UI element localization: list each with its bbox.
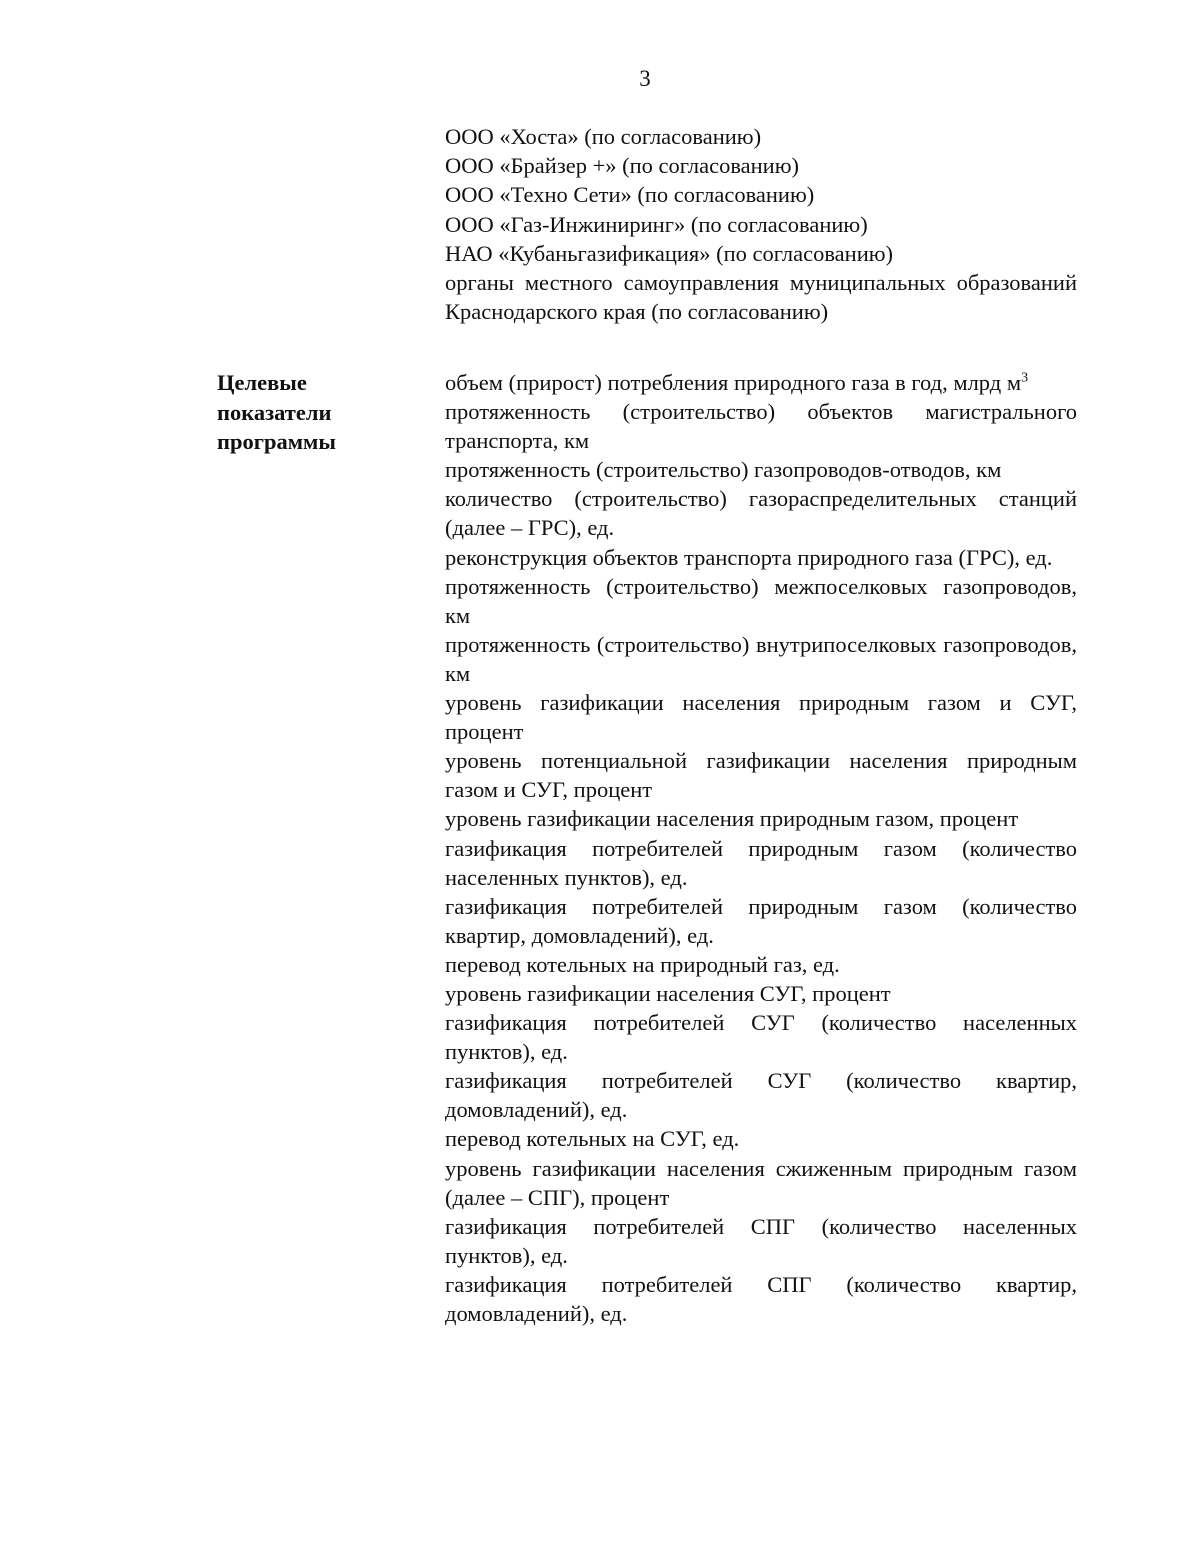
page-number: 3 xyxy=(639,66,651,91)
indicator-item: газификация потребителей природным газом (количество квартир, домовладений), ед. xyxy=(445,893,1077,948)
targets-section-label xyxy=(217,368,417,457)
indicator-item: протяженность (строительство) внутрипоселковых газопроводов, км xyxy=(445,631,1077,686)
label-line: показатели xyxy=(217,399,332,425)
indicator-item: газификация потребителей СУГ (количество населенных пунктов), ед. xyxy=(445,1010,1077,1065)
indicator-item: протяженность (строительство) объектов магистрального транспорта, км xyxy=(445,399,1077,454)
indicator-item: газификация потребителей СПГ (количество квартир, домовладений), ед. xyxy=(445,1271,1077,1326)
indicator-item: реконструкция объектов транспорта природного газа (ГРС), ед. xyxy=(445,544,1053,570)
indicator-item: уровень газификации населения природным газом, процент xyxy=(445,806,1019,832)
indicator-item: перевод котельных на СУГ, ед. xyxy=(445,1126,740,1152)
indicator-item: уровень газификации населения сжиженным природным газом (далее – СПГ), процент xyxy=(445,1155,1077,1210)
label-line: программы xyxy=(217,429,336,454)
indicator-item: протяженность (строительство) газопроводов-отводов, км xyxy=(445,457,1002,483)
indicator-item: газификация потребителей СПГ (количество населенных пунктов), ед. xyxy=(445,1213,1077,1268)
participant-item: ООО «Хоста» (по согласованию) xyxy=(445,124,762,149)
participants-list xyxy=(445,122,1077,326)
participant-item: органы местного самоуправления муниципальных образований Краснодарского края (по согласованию) xyxy=(445,270,1077,325)
indicator-text: объем (прирост) потребления природного газа в год, млрд м xyxy=(445,370,1022,395)
target-indicators-list xyxy=(445,368,1077,1328)
indicator-item: газификация потребителей природным газом (количество населенных пунктов), ед. xyxy=(445,835,1077,890)
indicator-item: уровень потенциальной газификации населения природным газом и СУГ, процент xyxy=(445,748,1077,803)
indicator-item: количество (строительство) газораспределительных станций (далее – ГРС), ед. xyxy=(445,486,1077,541)
participant-item: ООО «Техно Сети» (по согласованию) xyxy=(445,182,815,208)
indicator-item: перевод котельных на природный газ, ед. xyxy=(445,951,840,977)
indicator-item: протяженность (строительство) межпоселковых газопроводов, км xyxy=(445,573,1077,628)
unit-superscript: 3 xyxy=(1021,370,1029,386)
indicator-item: уровень газификации населения СУГ, процент xyxy=(445,980,891,1006)
indicator-item xyxy=(445,368,1077,397)
participant-item: НАО «Кубаньгазификация» (по согласованию) xyxy=(445,240,894,266)
indicator-item: уровень газификации населения природным газом и СУГ, процент xyxy=(445,690,1077,745)
participant-item: ООО «Газ-Инжиниринг» (по согласованию) xyxy=(445,211,868,237)
participant-item: ООО «Брайзер +» (по согласованию) xyxy=(445,153,800,179)
label-line: Целевые xyxy=(217,370,307,395)
indicator-item: газификация потребителей СУГ (количество квартир, домовладений), ед. xyxy=(445,1068,1077,1123)
